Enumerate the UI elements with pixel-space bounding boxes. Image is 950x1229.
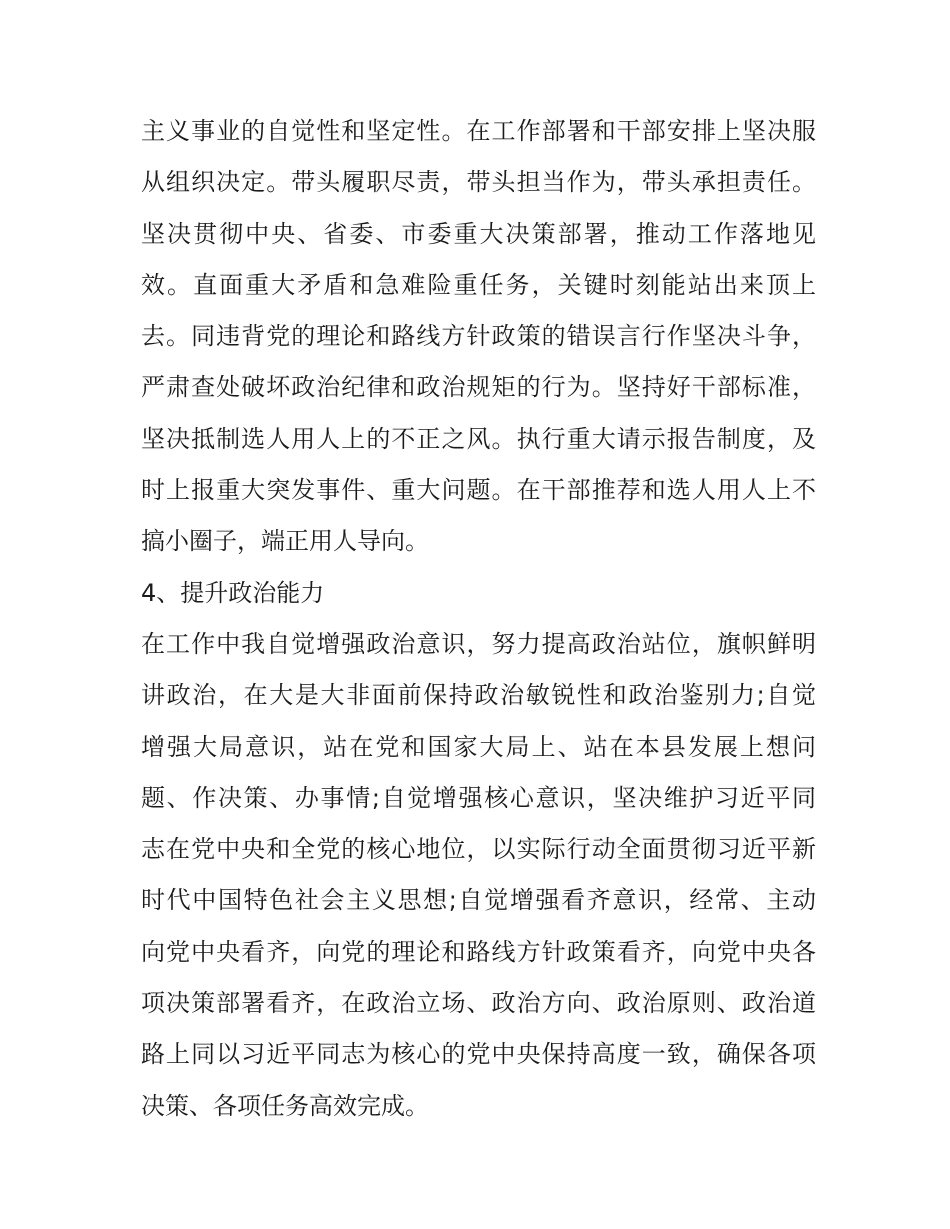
text-line-last: 决策、各项任务高效完成。 (141, 1091, 429, 1120)
document-body (141, 106, 816, 1132)
text-line: 讲政治，在大是大非面前保持政治敏锐性和政治鉴别力;自觉 (141, 681, 816, 710)
text-line: 路上同以习近平同志为核心的党中央保持高度一致，确保各项 (141, 1040, 816, 1069)
text-line-last: 搞小圈子，端正用人导向。 (141, 527, 429, 556)
text-line: 效。直面重大矛盾和急难险重任务，关键时刻能站出来顶上 (141, 270, 816, 299)
text-line: 增强大局意识，站在党和国家大局上、站在本县发展上想问 (141, 732, 816, 761)
text-line: 主义事业的自觉性和坚定性。在工作部署和干部安排上坚决服 (141, 117, 816, 145)
text-line: 去。同违背党的理论和路线方针政策的错误言行作坚决斗争， (141, 322, 816, 351)
text-line: 从组织决定。带头履职尽责，带头担当作为，带头承担责任。 (141, 168, 816, 197)
section-heading: 4、提升政治能力 (141, 578, 325, 607)
paragraph-party-discipline (141, 106, 816, 568)
text-line: 坚决抵制选人用人上的不正之风。执行重大请示报告制度，及 (141, 424, 816, 453)
text-line: 时上报重大突发事件、重大问题。在干部推荐和选人用人上不 (141, 476, 816, 505)
text-line: 志在党中央和全党的核心地位，以实际行动全面贯彻习近平新 (141, 835, 816, 864)
text-line: 题、作决策、办事情;自觉增强核心意识，坚决维护习近平同 (141, 783, 816, 812)
text-line: 向党中央看齐，向党的理论和路线方针政策看齐，向党中央各 (141, 937, 816, 966)
paragraph-political-ability (141, 619, 816, 1132)
text-line: 严肃查处破坏政治纪律和政治规矩的行为。坚持好干部标准， (141, 373, 816, 402)
text-line: 项决策部署看齐，在政治立场、政治方向、政治原则、政治道 (141, 989, 816, 1018)
text-line: 坚决贯彻中央、省委、市委重大决策部署，推动工作落地见 (141, 219, 816, 248)
text-line: 在工作中我自觉增强政治意识，努力提高政治站位，旗帜鲜明 (141, 629, 816, 658)
text-line: 时代中国特色社会主义思想;自觉增强看齐意识，经常、主动 (141, 886, 816, 915)
